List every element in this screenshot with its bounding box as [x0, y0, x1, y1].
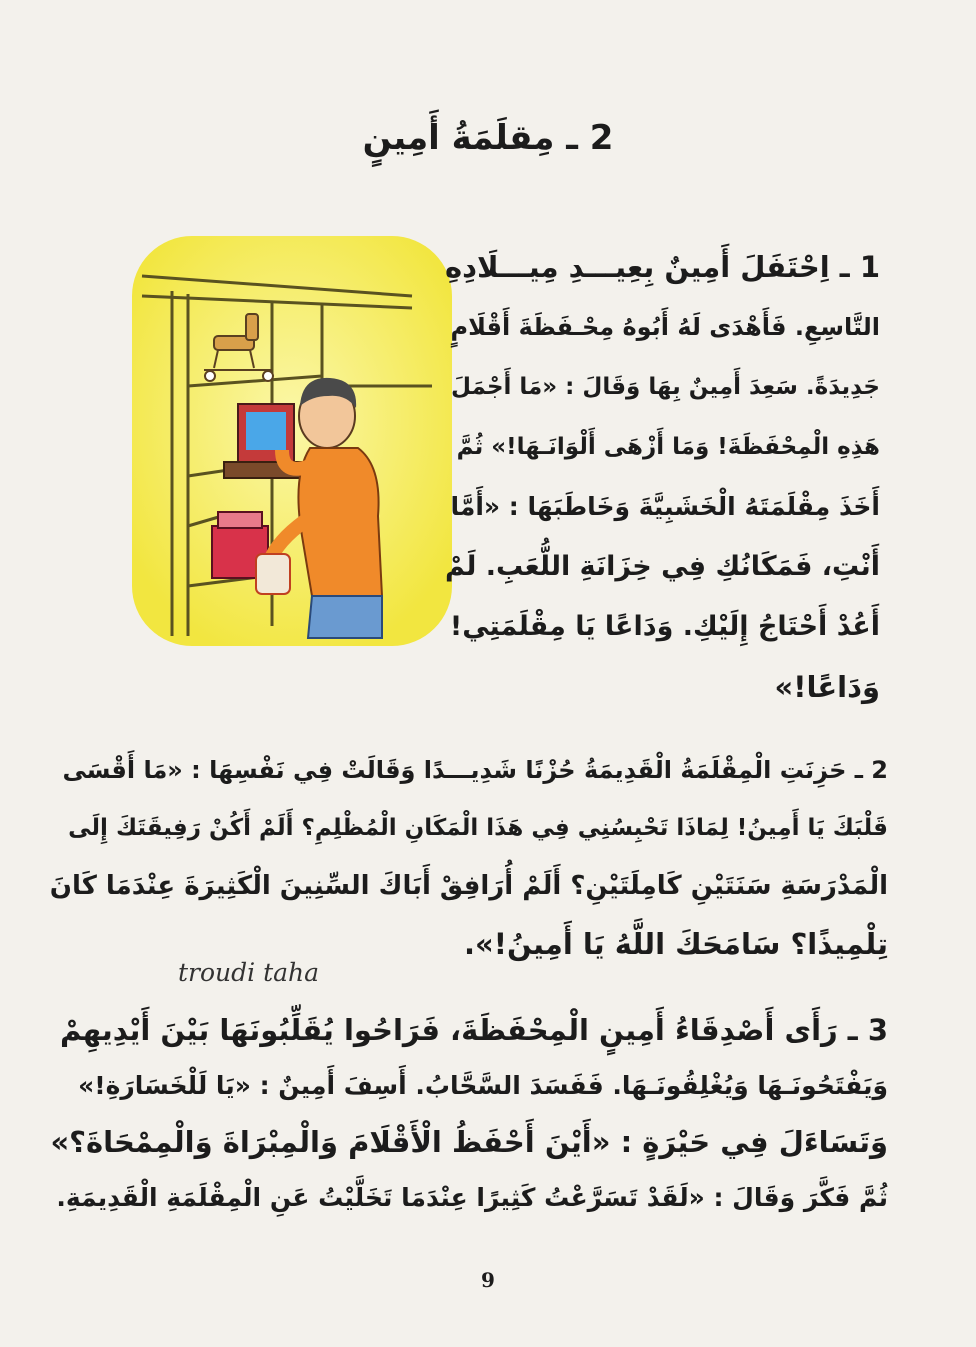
paragraph-line: ثُمَّ فَكَّرَ وَقَالَ : «لَقَدْ تَسَرَّعْتُ كَثِيرًا عِنْدَمَا تَخَلَّيْتُ عَنِ الْمِقْلَمَةِ الْقَدِيمَةِ.: [56, 1183, 888, 1212]
paragraph-line: التَّاسِعِ. فَأَهْدَى لَهُ أَبُوهُ مِحْـفَظَةَ أَقْلَامٍ: [450, 313, 880, 341]
lesson-title: 2 ـ مِقلَمَةُ أَمِينٍ: [362, 118, 614, 158]
paragraph-line: جَدِيدَةً. سَعِدَ أَمِينٌ بِهَا وَقَالَ : «مَا أَجْمَلَ: [451, 374, 880, 400]
paragraph-line: أَعُدْ أَحْتَاجُ إِلَيْكِ. وَدَاعًا يَا مِقْلَمَتِي!: [449, 611, 880, 642]
paragraph-line: 1 ـ اِحْتَفَلَ أَمِينٌ بِعِيـــدِ مِيـــلَادِهِ: [445, 250, 880, 284]
paragraph-line: 3 ـ رَأَى أَصْدِقَاءُ أَمِينٍ الْمِحْفَظَةَ، فَرَاحُوا يُقَلِّبُونَهَا بَيْنَ أَيْدِيهِمْ: [59, 1013, 888, 1047]
paragraph-line: هَذِهِ الْمِحْفَظَةَ! وَمَا أَزْهَى أَلْوَانَـهَا!» ثُمَّ: [456, 434, 880, 460]
paragraph-line: وَيَفْتَحُونَـهَا وَيُغْلِقُونَـهَا. فَفَسَدَ السَّحَّابُ. أَسِفَ أَمِينٌ : «يَا لَلْخَسَارَةِ!»: [78, 1071, 888, 1100]
paragraph-line: وَتَسَاءَلَ فِي حَيْرَةٍ : «أَيْنَ أَحْفَظُ الْأَقْلَامَ وَالْمِبْرَاةَ وَالْمِمْحَاةَ؟»: [50, 1125, 888, 1159]
paragraph-line: وَدَاعًا!»: [774, 670, 880, 704]
paragraph-line: الْمَدْرَسَةِ سَنَتَيْنِ كَامِلَتَيْنِ؟ أَلَمْ أُرَافِقْ أَبَاكَ السِّنِينَ الْكَثِيرَةَ عِنْدَمَا كَانَ: [49, 871, 888, 901]
paragraph-line: تِلْمِيذًا؟ سَامَحَكَ اللَّهُ يَا أَمِينُ!».: [463, 927, 888, 961]
boy-at-cupboard-illustration: [132, 236, 452, 646]
page-number: 9: [481, 1268, 495, 1292]
handwritten-note: troudi taha: [178, 958, 320, 987]
paragraph-line: 2 ـ حَزِنَتِ الْمِقْلَمَةُ الْقَدِيمَةُ حُزْنًا شَدِيـــدًا وَقَالَتْ فِي نَفْسِهَا : «مَا أَقْسَى: [62, 756, 888, 784]
paragraph-line: أَنْتِ، فَمَكَانُكِ فِي خِزَانَةِ اللُّعَبِ. لَمْ: [445, 551, 880, 582]
paragraph-line: قَلْبَكَ يَا أَمِينُ! لِمَاذَا تَحْبِسُنِي فِي هَذَا الْمَكَانِ الْمُظْلِمِ؟ أَلَمْ أَكُنْ رَفِيقَتَكَ إِلَى: [68, 815, 888, 841]
paragraph-line: أَخَذَ مِقْلَمَتَهُ الْخَشَبِيَّةَ وَخَاطَبَهَا : «أَمَّا: [450, 492, 880, 521]
